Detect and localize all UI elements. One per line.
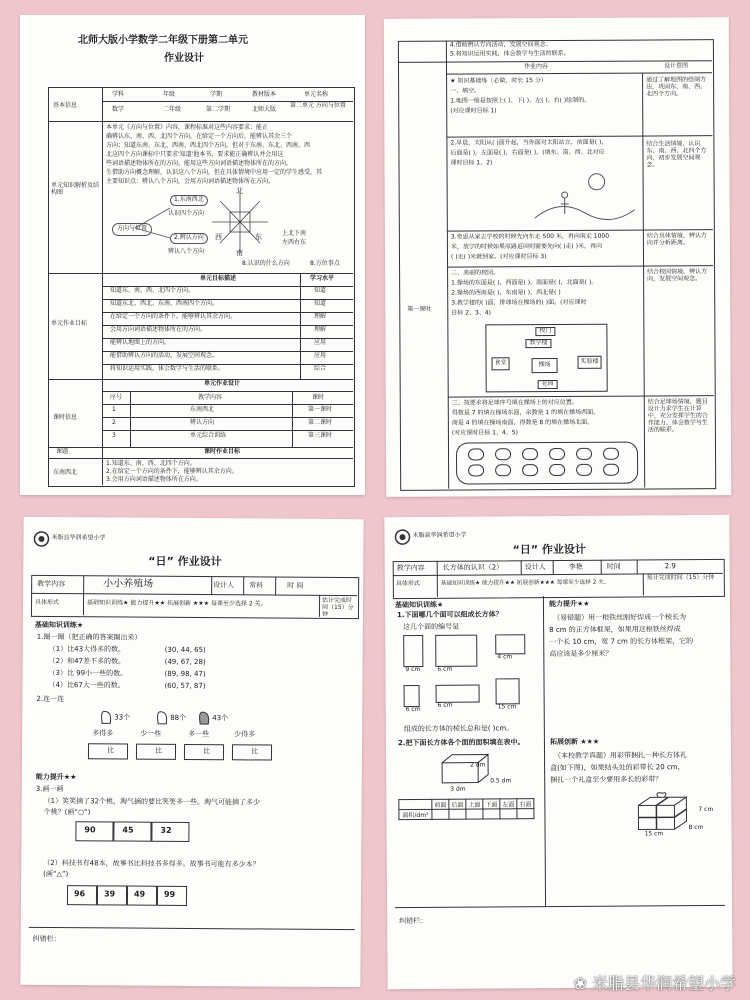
goal-desc: 将知识运用实践，体会数学与生活的联系。 xyxy=(110,365,225,372)
gift-dim-length: 15 cm xyxy=(644,830,664,838)
analysis-line-0: 本单元《方向与位置》内容，课程标准对这些内容要求：能正 xyxy=(106,124,269,131)
goal-level: 应用 xyxy=(314,352,327,359)
area-table xyxy=(398,798,534,820)
q1-line-1: (对应课时目标 1) xyxy=(450,107,497,115)
area-row-label: 面积/dm² xyxy=(399,809,432,819)
col-header-content: 作业内容 xyxy=(523,63,549,71)
goal-level: 理解 xyxy=(314,313,327,320)
diagram-node-0: 1.东南西北 xyxy=(170,195,208,206)
gift-dim-width: 8 cm xyxy=(688,823,704,832)
col-header-intent: 设计意图 xyxy=(663,62,689,70)
fruit-count-1: 88个 xyxy=(170,713,187,722)
q5-line-1: 得数是 7 的填在操场东面，余数是 1 的填在操场西面， xyxy=(451,408,600,417)
circle-item-options: (30, 44, 65) xyxy=(164,645,206,655)
face-dim: 15 cm xyxy=(497,703,517,711)
goal-desc: 能借助辨认方向的活动，发展空间观念。 xyxy=(110,352,219,359)
diagram-note-1: 8.方位事点 xyxy=(310,260,340,267)
q3-line-2: ( )走( )米就到家。(对应课时目标 3) xyxy=(450,253,547,261)
intent-3: 结合校园情境，辨认方向，发展空间观念。 xyxy=(647,268,708,283)
goal-header-0: 单元目标描述 xyxy=(200,275,237,282)
face-shape xyxy=(495,678,519,704)
analysis-line-6: 主要知识点：辨认八个方向，会用方向词语描述物体所在方向。 xyxy=(106,178,275,185)
q3-line-0: （易错题）用一根铁丝刚好焊成一个棱长为 xyxy=(553,613,687,623)
fruit-count-2: 43个 xyxy=(212,714,229,723)
answer-box xyxy=(113,821,151,841)
section-expand: 拓展创新 ★★★ xyxy=(549,737,600,747)
area-header xyxy=(399,799,432,809)
fruit-count-0: 33个 xyxy=(114,713,131,722)
face-dim: 6 cm xyxy=(437,665,453,673)
gift-dim-height: 7 cm xyxy=(698,805,714,814)
form-label: 具体形式 xyxy=(395,579,420,588)
goal-desc: 知道东、南、西、北四个方向。 xyxy=(110,287,195,294)
area-header: 后面 xyxy=(449,799,466,809)
compare-box xyxy=(184,744,224,760)
page-subtitle: 作业设计 xyxy=(164,53,204,64)
compare-label: 比 xyxy=(106,746,115,755)
face-shape xyxy=(495,634,525,654)
football-icon xyxy=(549,448,565,460)
form-text: 基础知识训练★ 能力提升★★ 拓展创新 ★★★ 每课至少选择 2 关。 xyxy=(87,599,267,608)
football-icon xyxy=(576,448,592,460)
answer-value: 96 xyxy=(73,889,86,899)
goal-desc: 知道东北、西北、东南、西南四个方向。 xyxy=(110,300,219,307)
q3a-line-0: （1）笑笑摘了32个桃，淘气摘的要比笑笑多一些。淘气可能摘了多少 xyxy=(43,796,261,807)
q2: 2.连一连 xyxy=(36,694,65,704)
area-header: 上面 xyxy=(466,799,483,809)
goal-level: 知道 xyxy=(314,287,327,294)
q4-line-1: 2.操场的西南是( )，东南是( )，西北是( ) xyxy=(451,288,561,297)
analysis-line-4: 些词语描述物体所在的方向。能用这些方向词语描述物体所在的方向， xyxy=(106,160,293,167)
q3b-line-1: (画“△”) xyxy=(43,869,69,879)
answer-box xyxy=(97,885,127,905)
q3-line-1: 米，放学的时候如果原路返回则需要先向( )走( )米，再向 xyxy=(450,242,603,251)
compare-label: 比 xyxy=(250,747,259,756)
class-header-2: 课时 xyxy=(312,394,325,401)
q4-line-0: （本校教学真题）用彩带捆扎一种长方体礼 xyxy=(554,751,688,761)
time-label: 时 间 xyxy=(287,581,304,590)
compare-box xyxy=(88,743,128,759)
basic-header-1: 年级 xyxy=(163,91,176,98)
gift-box-icon xyxy=(634,791,694,835)
map-canteen: 食堂 xyxy=(492,357,510,370)
compare-box xyxy=(136,744,176,760)
q1: 1.下面哪几个面可以组成长方体？ xyxy=(397,610,503,620)
topic-name: 东南西北 xyxy=(53,469,78,476)
face-shape xyxy=(435,635,477,667)
q1: 1.圈一圈（把正确的答案圈出来） xyxy=(36,632,142,642)
map-lab: 实验楼 xyxy=(578,356,602,369)
diagram-note-0: 8.认识的什么方向 xyxy=(242,260,290,267)
watermark xyxy=(573,971,736,994)
basic-value-0: 数学 xyxy=(112,106,125,113)
class-content: 东南西北 xyxy=(190,406,215,413)
face-shape xyxy=(436,685,480,703)
football-icon xyxy=(468,464,484,476)
answer-value: 99 xyxy=(163,889,176,899)
answer-box xyxy=(151,822,189,842)
content-label: 教学内容 xyxy=(37,579,66,589)
q1-line-0: 1.地图一般是按照上( )、下( )、左( )、右( )绘制的。 xyxy=(450,96,591,105)
sheet-title: “日” 作业设计 xyxy=(148,554,222,569)
diagram-node-2: 2.辨认方向 xyxy=(170,233,208,244)
answer-box xyxy=(67,885,97,905)
header-table xyxy=(31,575,359,619)
topic-label: 课题 xyxy=(56,448,69,455)
analysis-line-2: 方向；知道东南、东北、西南、西北四个方向，但对于东南、东北、西南、西 xyxy=(106,142,311,149)
content-label: 教学内容 xyxy=(396,563,425,573)
q1-head: 一、填空。 xyxy=(450,87,481,95)
q2-line-2: 课时目标 1、2) xyxy=(450,159,493,167)
q4-line-2: 3.教学楼的( )面，排球场在操场的( )面。(对应课时 xyxy=(451,298,587,307)
basic-info-label: 基本信息 xyxy=(53,102,78,109)
worksheet-page-4 xyxy=(384,515,732,989)
wechat-icon: ❀ xyxy=(573,974,587,993)
fruit-word-1: 少一些 xyxy=(140,729,162,738)
map-field: 操场 xyxy=(532,358,558,373)
form-text: 基础知识训练★ 能力提升★★ 拓展创新★★★ 每课至少选择 2 关。 xyxy=(440,578,610,587)
worksheet-page-2 xyxy=(384,17,731,497)
basic-value-4: 第二单元 方向与位置 xyxy=(290,102,346,109)
row-divider xyxy=(102,404,353,405)
form-label: 具体形式 xyxy=(35,598,60,607)
section-1-title: ★ 知识基础练（必做，时长 15 分） xyxy=(450,77,547,85)
school-logo-icon xyxy=(33,531,49,547)
class-seq: 1 xyxy=(112,406,116,413)
goal-level: 综合 xyxy=(314,365,327,372)
circle-item-text: （2）和47差不多的数。 xyxy=(48,656,126,666)
football-icon xyxy=(549,464,565,476)
content-value: 小小养殖场 xyxy=(103,578,154,590)
compass-rose-icon xyxy=(210,187,270,257)
q4-line-0: 1.操场的东面是( )，西面是( )，南面是( )，北面是( )。 xyxy=(451,278,598,287)
time-label: 时间 xyxy=(606,562,621,571)
area-header: 前面 xyxy=(432,799,449,809)
goal-level: 知道 xyxy=(314,300,327,307)
answer-value: 39 xyxy=(103,889,116,899)
q2: 2.把下面长方体各个面的面积填在表中。 xyxy=(397,738,525,748)
q3-line-3: 高应该是多少厘米？ xyxy=(549,649,613,659)
q1b: 这几个面的编号是 xyxy=(403,622,460,632)
compare-label: 比 xyxy=(202,747,211,756)
q3a-line-1: 个桃？(画“○”) xyxy=(43,807,91,817)
diagram-side-0: 上北下南 xyxy=(282,230,307,237)
page-title: 北师大版小学数学二年级下册第二单元 xyxy=(78,35,248,46)
answer-box xyxy=(127,886,157,906)
compass-south: 南 xyxy=(236,249,243,257)
football-icon xyxy=(576,464,592,476)
compass-east: 东 xyxy=(255,233,262,241)
compare-label: 比 xyxy=(154,746,163,755)
topic-header: 课时作业目标 xyxy=(204,448,241,455)
intent-2: 结合具体情境，辨认方向并分析距离。 xyxy=(646,232,707,247)
analysis-label: 单元知识解析及结构图 xyxy=(51,182,100,196)
worksheet-page-1 xyxy=(20,15,365,495)
section-basic: 基础知识训练★ xyxy=(394,600,444,610)
compass-west: 西 xyxy=(215,233,222,241)
football-icon xyxy=(522,464,538,476)
q4-line-2: 捆扎一个礼盒至少要用多长的彩带？ xyxy=(550,775,663,785)
sheet-title: “日” 作业设计 xyxy=(512,542,586,557)
compare-box xyxy=(232,744,272,760)
q3-line-0: 3.奇思从家去学校的时候先向东走 500 米，再向南走 1000 xyxy=(450,232,610,241)
box-dim-height: 2 dm xyxy=(470,761,486,769)
box-dim-width: 0.5 dm xyxy=(490,777,512,785)
top-line-1: 5.将知识运用实践，体会数学与生活的联系。 xyxy=(449,49,570,58)
circle-item-options: (49, 67, 28) xyxy=(164,657,206,667)
answer-box xyxy=(75,821,113,841)
goal-header-1: 学习水平 xyxy=(310,275,335,282)
designer-value: 常科 xyxy=(249,581,264,590)
designer-label: 设计人 xyxy=(524,563,546,572)
football-icon xyxy=(522,448,538,460)
compass-north: 北 xyxy=(236,187,243,195)
school-name: 米脂县华润希望小学 xyxy=(412,531,467,540)
class-period: 第二课时 xyxy=(308,419,333,426)
basic-header-2: 学期 xyxy=(210,91,223,98)
class-content: 辨认方向 xyxy=(190,419,215,426)
face-shape xyxy=(403,635,423,667)
row-divider xyxy=(102,430,353,431)
area-header: 右面 xyxy=(517,799,534,809)
class-seq: 2 xyxy=(112,419,116,426)
diagram-node-1: 认识四个方向 xyxy=(168,210,205,217)
box-dim-length: 3 dm xyxy=(450,785,466,793)
football-icon xyxy=(495,448,511,460)
top-line-0: 4.借助辨认方向活动，发展空间观念。 xyxy=(449,41,552,49)
basic-value-3: 北师大版 xyxy=(252,106,277,113)
analysis-line-3: 北这四个方向课标中只要求'知道'他本书，要求能正确辨认并会用这 xyxy=(106,151,284,158)
q4-line-1: 盒(如下图)，如果结头处的彩带长 20 cm， xyxy=(550,763,685,773)
school-logo-icon xyxy=(394,529,410,545)
football-icon xyxy=(495,464,511,476)
basic-header-3: 教材版本 xyxy=(252,91,277,98)
class-header-1: 教学内容 xyxy=(198,394,223,401)
answer-value: 32 xyxy=(160,825,172,835)
q2-line-0: 2.早晨，太阳从( )面升起，当你面对太阳站立，前面是( )， xyxy=(450,138,608,147)
face-dim: 9 cm xyxy=(405,665,421,674)
q3: 3.画一画 xyxy=(35,784,64,794)
basic-header-4: 单元名称 xyxy=(304,91,329,98)
q3-line-2: 一个长 10 cm，宽 7 cm 的长方体框架，它的 xyxy=(549,637,694,647)
diagram-root: 方向与位置 xyxy=(112,223,152,236)
est-time: 估计完成时间（15）分钟 xyxy=(321,596,354,618)
area-header: 左面 xyxy=(500,799,517,809)
goal-desc: 会用方向词语描述物体所在的方向。 xyxy=(110,326,207,333)
basic-value-2: 第二学期 xyxy=(206,106,231,113)
diagram-node-3: 辨认八个方向 xyxy=(168,248,205,255)
football-icon xyxy=(603,448,619,460)
face-dim: 4 cm xyxy=(497,653,513,661)
basic-value-1: 二年级 xyxy=(163,106,182,113)
class-title: 单元作业设计 xyxy=(204,380,241,387)
est-time: 预计完成时间（15）分钟 xyxy=(646,573,715,582)
intent-1: 结合生活情境，认识东、南、西、北四个方向，初步发展空间观念。 xyxy=(646,140,707,169)
diagram-connectors xyxy=(135,203,175,253)
correction-label: 纠错栏： xyxy=(399,916,428,926)
goal-level: 理解 xyxy=(314,326,327,333)
class-seq: 3 xyxy=(112,432,116,439)
worksheet-page-3 xyxy=(20,517,363,987)
basic-header-0: 学科 xyxy=(112,91,125,98)
answer-value: 45 xyxy=(122,825,134,835)
topic-goal-0: 1.知道东、南、西、北四个方向。 xyxy=(106,460,196,467)
section-basic: 基础知识训练★ xyxy=(34,620,84,630)
class-content: 单元综合训练 xyxy=(190,432,227,439)
circle-item-text: （4）比67大一些的数。 xyxy=(48,680,125,690)
time-value: 2.9 xyxy=(664,562,676,571)
q3b-line-0: （2）科技书有48本，故事书比科技书多得多。故事书可能有多少本？ xyxy=(43,858,260,869)
area-header: 下面 xyxy=(483,799,500,809)
sunrise-illustration xyxy=(535,168,635,229)
fruit-word-3: 少得多 xyxy=(234,730,256,739)
q4-line-3: 目标 2、3、4) xyxy=(451,309,492,317)
map-gate: 校门 xyxy=(535,327,555,336)
face-dim: 6 cm xyxy=(437,701,453,709)
watermark-text: 米脂县华润希望小学 xyxy=(591,974,736,993)
row-divider xyxy=(102,417,353,418)
q3-line-1: 8 cm 的正方体框架，如果用这根铁丝焊成 xyxy=(549,625,681,635)
circle-item-text: （3）比 99小一些的数。 xyxy=(48,668,128,678)
content-value: 长方体的认识（2） xyxy=(442,563,504,572)
fruit-word-2: 多一些 xyxy=(188,729,210,739)
goal-label: 单元作业目标 xyxy=(51,320,88,327)
map-building: 教学楼 xyxy=(525,339,551,348)
diagram-side-1: 左西右东 xyxy=(282,239,307,246)
designer-value: 李艳 xyxy=(568,562,583,571)
answer-box xyxy=(157,886,187,906)
q5-line-2: 商是 4 的填在操场南面，得数是 8 的填在操场北面。 xyxy=(451,418,594,427)
correction-label: 纠错栏： xyxy=(32,934,61,944)
topic-goal-1: 2.在给定一个方向的条件下，能够辨认其余方向。 xyxy=(106,468,238,475)
intent-4: 结合足球场情境，题目设计力求学生在计算中，充分发挥学生的合作能力，体会数学与生活的联系。 xyxy=(647,398,708,434)
football-icon xyxy=(468,448,484,460)
q2-line-1: 后面是( )，左面是( )，右面是( )。(填东、南、西、北对应 xyxy=(450,148,605,157)
circle-item-options: (89, 98, 47) xyxy=(164,669,206,679)
goal-desc: 能辨认地图上的方向。 xyxy=(110,339,171,346)
class-period: 第三课时 xyxy=(308,432,333,439)
fruit-word-0: 多得多 xyxy=(92,729,114,738)
class-period: 第一课时 xyxy=(308,406,333,413)
cuboid-illustration xyxy=(438,750,498,786)
circle-item-text: （1）比43大得多的数。 xyxy=(48,644,126,654)
section-ability: 能力提升★★ xyxy=(548,599,590,609)
football-icon xyxy=(603,464,619,476)
q1c: 组成的长方体的棱长总和是( )cm。 xyxy=(403,724,514,734)
school-name: 米脂县华润希望小学 xyxy=(51,534,106,542)
answer-value: 49 xyxy=(133,889,146,899)
designer-label: 设计人 xyxy=(213,581,235,590)
q5-line-3: (对应课时目标 1、4、5) xyxy=(451,429,518,437)
intent-0: 通过了解地图的绘制方法，巩固东、南、西、北四个方向。 xyxy=(646,76,707,98)
q4-head: 二、美丽的校园。 xyxy=(451,269,500,277)
q5-line-0: 三、按要求将足球序号填在操场上的对应位置。 xyxy=(451,398,578,407)
lesson-label: 第一课时 xyxy=(407,305,432,313)
answer-value: 90 xyxy=(84,825,96,835)
topic-goal-2: 3.会用方向词语描述物体所在方向。 xyxy=(106,476,202,483)
circle-item-options: (60, 57, 87) xyxy=(164,681,206,691)
class-label: 课时信息 xyxy=(53,414,78,421)
goal-level: 应用 xyxy=(314,339,327,346)
goal-desc: 在给定一个方向的条件下，能够辨认其余方向。 xyxy=(110,313,237,320)
analysis-line-5: 生借助方向概念理解，认识这八个方向，但在具体情境中应用一定的学生感受，其 xyxy=(106,169,323,176)
section-ability: 能力提升★★ xyxy=(35,772,77,782)
class-header-0: 序号 xyxy=(110,394,123,401)
analysis-line-1: 确辨认东、南、西、北四个方向，在给定一个方向后，能辨认其余三个 xyxy=(106,133,293,140)
face-dim: 6 cm xyxy=(405,705,421,714)
face-shape xyxy=(404,685,420,707)
map-garden: 花园 xyxy=(538,380,558,389)
